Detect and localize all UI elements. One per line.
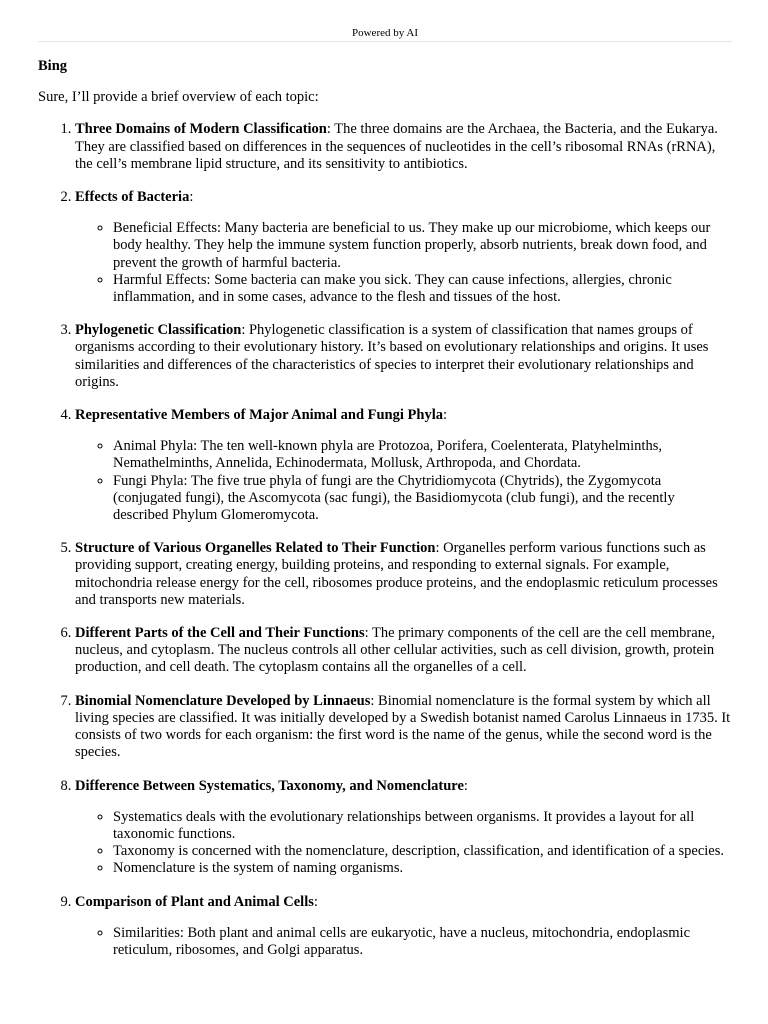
topic-text: : The three domains are the Archaea, the Bacteria, and the Eukarya. They are classified based on differences in the sequences of nucleotides in the cell’s ribosomal RNAs (rRNA), the cell’s membrane lipid structure, and its sensitivity to antibiotics. (75, 121, 718, 172)
topic-text: : Binomial nomenclature is the formal system by which all living species are classified. It was initially developed by a Swedish botanist named Carolus Linnaeus in 1735. It consists of two words for each organism: the first word is the name of the genus, while the second word is the species. (75, 692, 731, 761)
topic-item (75, 189, 732, 306)
topic-item (75, 121, 732, 173)
topic-title: Three Domains of Modern Classification (75, 121, 327, 138)
sub-item: ◦ Fungi Phyla: The five true phyla of fungi are the Chytridiomycota (Chytrids), the Zygomycota (conjugated fungi), the Ascomycota (sac fungi), the Basidiomycota (club fungi), and the recently described Phylum Glomeromycota. (113, 473, 732, 525)
topic-item (75, 625, 732, 677)
topic-title: Effects of Bacteria (75, 189, 190, 206)
header-divider (38, 41, 732, 42)
sub-item: ◦ Systematics deals with the evolutionary relationships between organisms. It provides a layout for all taxonomic functions. (113, 809, 732, 843)
sub-item: ◦ Similarities: Both plant and animal cells are eukaryotic, have a nucleus, mitochondria, endoplasmic reticulum, ribosomes, and Golgi apparatus. (113, 925, 732, 959)
sub-list (75, 438, 732, 524)
sub-list (75, 925, 732, 959)
sub-list (75, 220, 732, 306)
topic-text: : (313, 893, 318, 910)
topic-title: Phylogenetic Classification (75, 322, 242, 339)
topic-text: : The primary components of the cell are the cell membrane, nucleus, and cytoplasm. The nucleus controls all other cellular activities, such as cell division, growth, protein production, and cell death. The cytoplasm contains all the organelles of a cell. (75, 625, 716, 676)
topic-title: Difference Between Systematics, Taxonomy, and Nomenclature (75, 777, 464, 794)
topic-text: : (189, 189, 194, 206)
sub-item: ◦ Animal Phyla: The ten well-known phyla are Protozoa, Porifera, Coelenterata, Platyhelminths, Nemathelminths, Annelida, Echinodermata, Mollusk, Arthropoda, and Chordata. (113, 438, 732, 472)
message-content (38, 58, 732, 975)
topic-title: Binomial Nomenclature Developed by Linnaeus (75, 692, 371, 709)
topic-item (75, 322, 732, 391)
topic-text: : (463, 777, 468, 794)
topic-item (75, 693, 732, 762)
topic-item (75, 407, 732, 524)
sub-list (75, 809, 732, 878)
topic-list (38, 121, 732, 959)
intro-text: Sure, I’ll provide a brief overview of each topic: (38, 89, 319, 106)
topic-title: Comparison of Plant and Animal Cells (75, 893, 314, 910)
sub-item: ◦ Harmful Effects: Some bacteria can make you sick. They can cause infections, allergies, chronic inflammation, and in some cases, advance to the flesh and tissues of the host. (113, 272, 732, 306)
topic-title: Representative Members of Major Animal and Fungi Phyla (75, 407, 443, 424)
topic-item (75, 894, 732, 960)
sub-item: ◦ Taxonomy is concerned with the nomenclature, description, classification, and identification of a species. (113, 843, 732, 860)
topic-text: : (442, 407, 448, 424)
sub-item: ◦ Beneficial Effects: Many bacteria are beneficial to us. They make up our microbiome, which keeps our body healthy. They help the immune system function properly, absorb nutrients, break down food, and prevent the growth of harmful bacteria. (113, 220, 732, 272)
page-header: Powered by AI (352, 27, 418, 39)
sender-name: Bing (38, 58, 68, 74)
topic-text: : Organelles perform various functions such as providing support, creating energy, building proteins, and responding to external signals. For example, mitochondria release energy for the cell, ribosomes produce proteins, and the endoplasmic reticulum processes and transports new materials. (75, 540, 718, 608)
topic-title: Structure of Various Organelles Related to Their Function (75, 540, 436, 557)
topic-text: : Phylogenetic classification is a system of classification that names groups of organisms according to their evolutionary history. It’s based on evolutionary relationships and origins. It uses similarities and differences of the characteristics of species to interpret their evolutionary relationships and origins. (75, 322, 709, 390)
topic-title: Different Parts of the Cell and Their Functions (75, 625, 365, 642)
topic-item (75, 778, 732, 878)
topic-item (75, 540, 732, 609)
sub-item: ◦ Nomenclature is the system of naming organisms. (113, 860, 732, 877)
